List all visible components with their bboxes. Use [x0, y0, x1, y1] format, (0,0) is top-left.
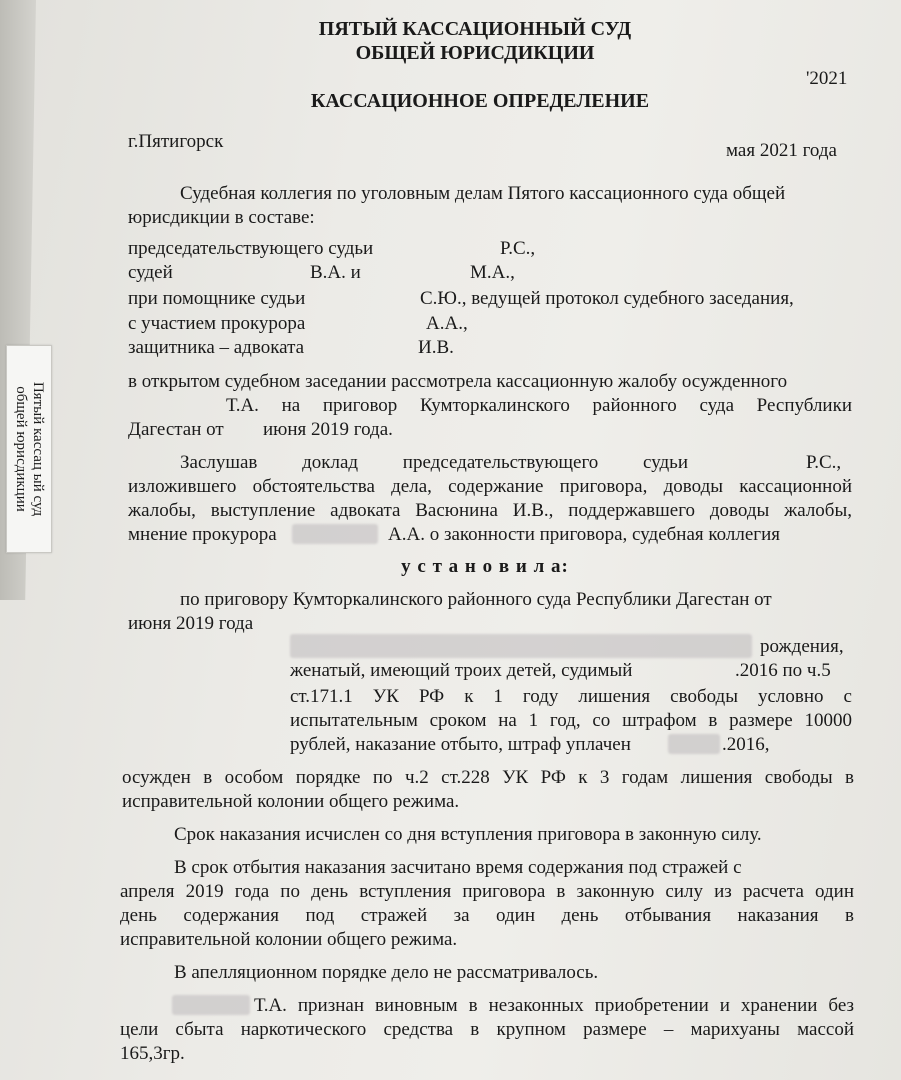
guilty-line1: Т.А. признан виновным в незаконных приобретении и хранении без: [254, 995, 854, 1016]
prosecutor-label: с участием прокурора: [128, 313, 306, 334]
redaction-box: [292, 524, 378, 544]
judges-label: судей: [128, 262, 173, 283]
conviction-line1: осужден в особом порядке по ч.2 ст.228 УК РФ к 3 годам лишения свободы в: [122, 767, 854, 788]
verdict-p4-date: .2016,: [722, 734, 770, 755]
judge-2: М.А.,: [470, 262, 515, 283]
verdict-line2: июня 2019 года: [128, 613, 254, 634]
verdict-p3: испытательным сроком на 1 год, со штрафом в размере 10000: [290, 710, 852, 731]
verdict-line1: по приговору Кумторкалинского районного суда Республики Дагестан от: [180, 589, 772, 610]
assistant-label: при помощнике судьи: [128, 288, 306, 309]
verdict-p1: женатый, имеющий троих детей, судимый: [290, 660, 633, 681]
stamp-line2: общей юрисдикции: [13, 386, 29, 512]
hearing-line1: в открытом судебном заседании рассмотрела кассационную жалобу осужденного: [128, 371, 788, 392]
credit-line4: исправительной колонии общего режима.: [120, 929, 458, 950]
report-line1b: Р.С.,: [806, 452, 842, 473]
city: г.Пятигорск: [128, 131, 224, 152]
presiding-name: Р.С.,: [500, 238, 536, 259]
term-line: Срок наказания исчислен со дня вступления приговора в законную силу.: [174, 824, 762, 845]
stamp-line1: Пятый кассац ый суд: [30, 381, 46, 517]
report-line4a: мнение прокурора: [128, 524, 277, 545]
intro-line1: Судебная коллегия по уголовным делам Пятого кассационного суда общей: [180, 183, 786, 204]
court-name-line1: ПЯТЫЙ КАССАЦИОННЫЙ СУД: [318, 18, 632, 40]
verdict-p4: рублей, наказание отбыто, штраф уплачен: [290, 734, 631, 755]
prosecutor-name: А.А.,: [426, 313, 468, 334]
hearing-line3a: Дагестан от: [128, 419, 224, 440]
verdict-p2: ст.171.1 УК РФ к 1 году лишения свободы условно с: [290, 686, 852, 707]
redaction-box: [290, 634, 752, 658]
hearing-line3b: июня 2019 года.: [263, 419, 393, 440]
report-line1a: Заслушав доклад председательствующего судьи: [180, 452, 688, 473]
established-heading: у с т а н о в и л а:: [401, 556, 569, 577]
credit-line2: апреля 2019 года по день вступления приговора в законную силу из расчета один: [120, 881, 854, 902]
document-title: КАССАЦИОННОЕ ОПРЕДЕЛЕНИЕ: [310, 90, 650, 112]
report-line2: изложившего обстоятельства дела, содержание приговора, доводы кассационной: [128, 476, 852, 497]
credit-line1: В срок отбытия наказания засчитано время содержания под стражей с: [174, 857, 742, 878]
appeal-line: В апелляционном порядке дело не рассматривалось.: [174, 962, 599, 983]
guilty-line2: цели сбыта наркотического средства в крупном размере – марихуаны массой: [120, 1019, 854, 1040]
judge-1: В.А. и: [310, 262, 361, 283]
court-stamp-label: [6, 345, 52, 553]
verdict-birth: рождения,: [760, 636, 844, 657]
court-name-line2: ОБЩЕЙ ЮРИСДИКЦИИ: [355, 42, 595, 64]
redaction-box: [172, 995, 250, 1015]
report-line3: жалобы, выступление адвоката Васюнина И.В., поддержавшего доводы жалобы,: [128, 500, 852, 521]
credit-line3: день содержания под стражей за один день отбывания наказания в: [120, 905, 854, 926]
year-fragment: '2021: [806, 68, 848, 89]
document-date: мая 2021 года: [726, 140, 837, 161]
defender-name: И.В.: [418, 337, 454, 358]
redaction-box: [668, 734, 720, 754]
hearing-line2: Т.А. на приговор Кумторкалинского районного суда Республики: [226, 395, 852, 416]
intro-line2: юрисдикции в составе:: [128, 207, 315, 228]
report-line4b: А.А. о законности приговора, судебная коллегия: [388, 524, 780, 545]
presiding-label: председательствующего судьи: [128, 238, 374, 259]
conviction-line2: исправительной колонии общего режима.: [122, 791, 460, 812]
guilty-line3: 165,3гр.: [120, 1043, 185, 1064]
defender-label: защитника – адвоката: [128, 337, 305, 358]
assistant-name: С.Ю., ведущей протокол судебного заседания,: [420, 288, 794, 309]
verdict-p1-date: .2016 по ч.5: [735, 660, 831, 681]
